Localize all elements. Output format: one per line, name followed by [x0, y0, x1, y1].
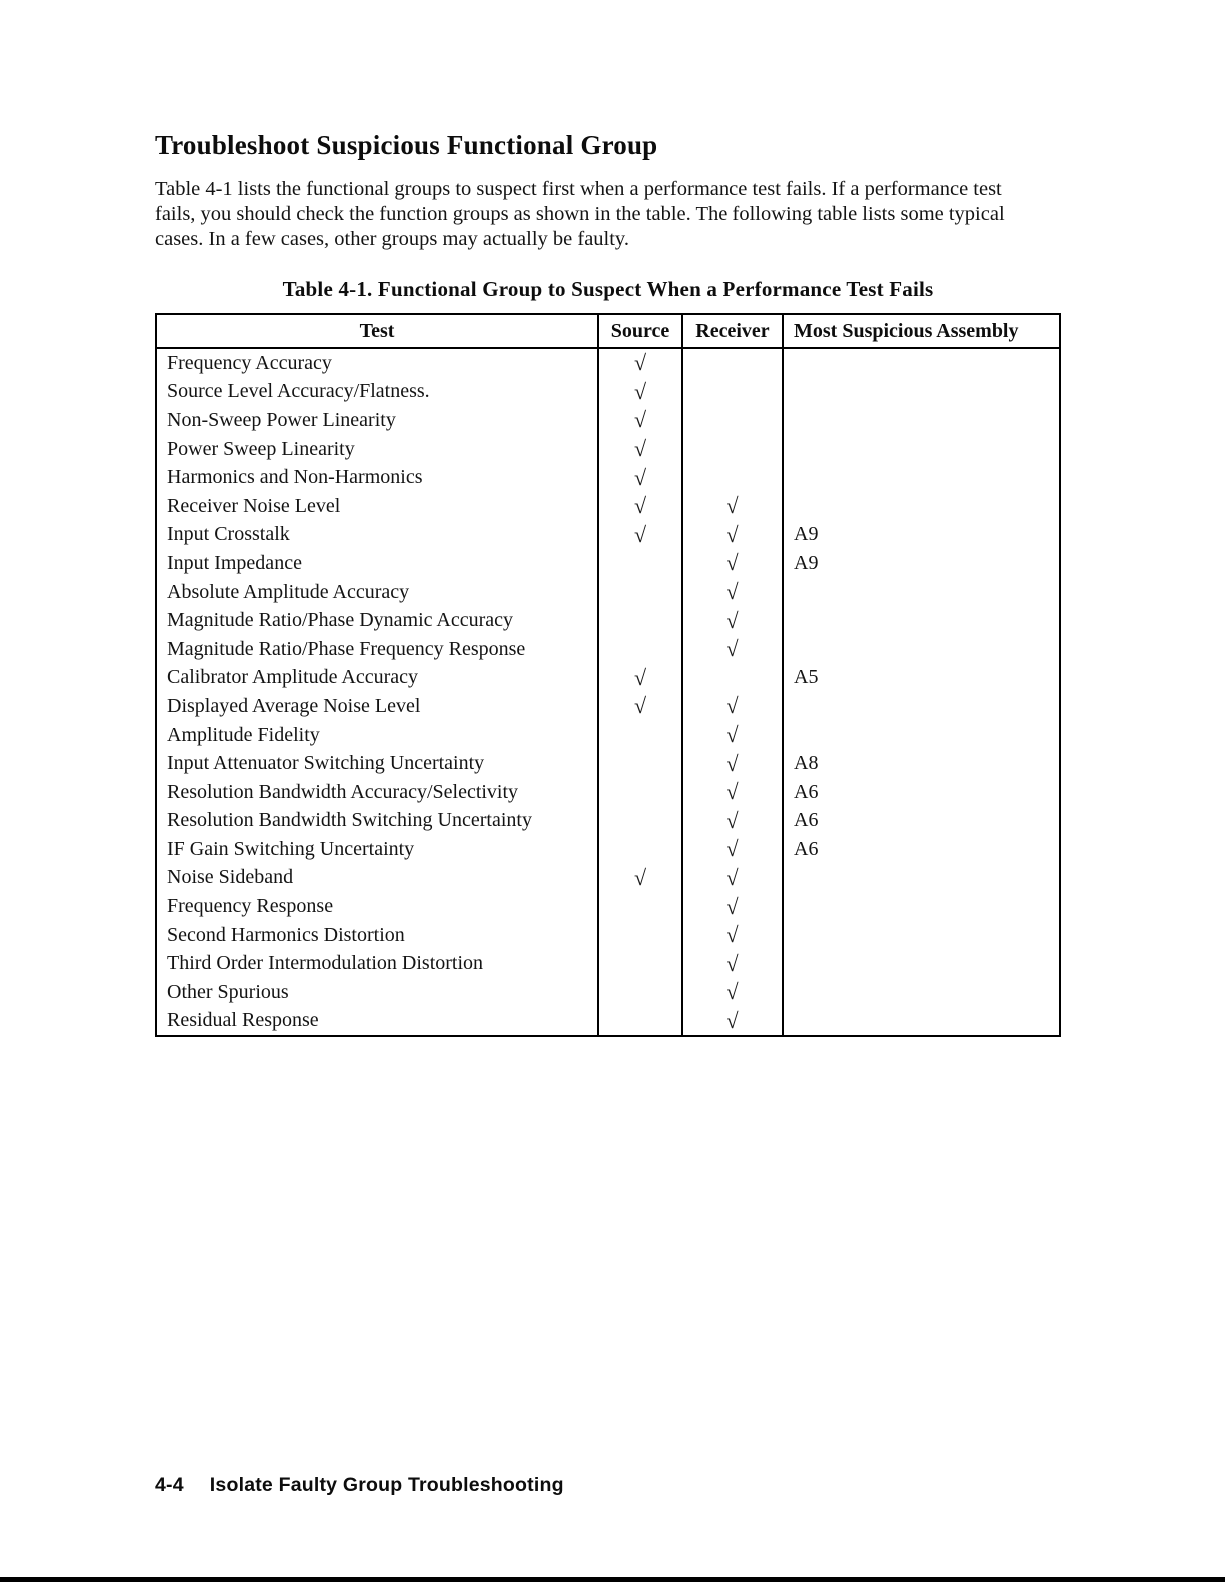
- table-row: [156, 778, 1060, 807]
- table-row: [156, 864, 1060, 893]
- test-cell: Absolute Amplitude Accuracy: [156, 578, 598, 607]
- table-header: [156, 314, 1060, 348]
- test-cell: IF Gain Switching Uncertainty: [156, 835, 598, 864]
- assembly-cell: [783, 378, 1060, 407]
- assembly-cell: [783, 406, 1060, 435]
- source-check-cell: [598, 892, 682, 921]
- intro-paragraph: Table 4-1 lists the functional groups to suspect first when a performance test fails. If a performance test fails, you should check the function groups as shown in the table. The following table lists some typical cases. In a few cases, other groups may actually be faulty.: [155, 178, 1005, 250]
- source-check-cell: √: [598, 692, 682, 721]
- table-row: [156, 435, 1060, 464]
- table-row: [156, 348, 1060, 378]
- col-header-source: Source: [598, 314, 682, 348]
- footer-page-number: 4-4: [155, 1474, 184, 1496]
- test-cell: Residual Response: [156, 1007, 598, 1037]
- assembly-cell: [783, 1007, 1060, 1037]
- test-cell: Magnitude Ratio/Phase Frequency Response: [156, 635, 598, 664]
- receiver-check-cell: √: [682, 606, 783, 635]
- source-check-cell: [598, 578, 682, 607]
- assembly-cell: A9: [783, 521, 1060, 550]
- source-check-cell: [598, 778, 682, 807]
- assembly-cell: [783, 492, 1060, 521]
- page-footer: [155, 1474, 564, 1497]
- receiver-check-cell: [682, 664, 783, 693]
- footer-label: Isolate Faulty Group Troubleshooting: [209, 1474, 564, 1496]
- receiver-check-cell: √: [682, 521, 783, 550]
- table-caption: Table 4-1. Functional Group to Suspect When a Performance Test Fails: [282, 277, 934, 301]
- receiver-check-cell: √: [682, 921, 783, 950]
- test-cell: Harmonics and Non-Harmonics: [156, 463, 598, 492]
- assembly-cell: [783, 463, 1060, 492]
- source-check-cell: [598, 1007, 682, 1037]
- table-row: [156, 692, 1060, 721]
- source-check-cell: √: [598, 463, 682, 492]
- test-cell: Power Sweep Linearity: [156, 435, 598, 464]
- source-check-cell: [598, 949, 682, 978]
- table-row: [156, 921, 1060, 950]
- receiver-check-cell: √: [682, 864, 783, 893]
- receiver-check-cell: [682, 378, 783, 407]
- assembly-cell: [783, 949, 1060, 978]
- source-check-cell: [598, 749, 682, 778]
- assembly-cell: A8: [783, 749, 1060, 778]
- test-cell: Second Harmonics Distortion: [156, 921, 598, 950]
- source-check-cell: √: [598, 435, 682, 464]
- receiver-check-cell: √: [682, 1007, 783, 1037]
- col-header-receiver: Receiver: [682, 314, 783, 348]
- receiver-check-cell: √: [682, 635, 783, 664]
- receiver-check-cell: √: [682, 749, 783, 778]
- table-row: [156, 578, 1060, 607]
- test-cell: Receiver Noise Level: [156, 492, 598, 521]
- assembly-cell: A6: [783, 778, 1060, 807]
- source-check-cell: [598, 835, 682, 864]
- assembly-cell: [783, 921, 1060, 950]
- source-check-cell: √: [598, 521, 682, 550]
- table-row: [156, 807, 1060, 836]
- table-row: [156, 664, 1060, 693]
- source-check-cell: [598, 549, 682, 578]
- assembly-cell: [783, 435, 1060, 464]
- receiver-check-cell: √: [682, 949, 783, 978]
- receiver-check-cell: √: [682, 807, 783, 836]
- table-row: [156, 749, 1060, 778]
- source-check-cell: [598, 721, 682, 750]
- table-row: [156, 492, 1060, 521]
- col-header-most-suspicious-assembly: Most Suspicious Assembly: [783, 314, 1060, 348]
- test-cell: Displayed Average Noise Level: [156, 692, 598, 721]
- table-row: [156, 949, 1060, 978]
- test-cell: Resolution Bandwidth Accuracy/Selectivity: [156, 778, 598, 807]
- source-check-cell: √: [598, 664, 682, 693]
- source-check-cell: √: [598, 348, 682, 378]
- source-check-cell: [598, 978, 682, 1007]
- receiver-check-cell: [682, 463, 783, 492]
- receiver-check-cell: [682, 406, 783, 435]
- source-check-cell: [598, 606, 682, 635]
- test-cell: Input Crosstalk: [156, 521, 598, 550]
- test-cell: Frequency Accuracy: [156, 348, 598, 378]
- test-cell: Magnitude Ratio/Phase Dynamic Accuracy: [156, 606, 598, 635]
- receiver-check-cell: [682, 348, 783, 378]
- table-row: [156, 1007, 1060, 1037]
- assembly-cell: A9: [783, 549, 1060, 578]
- table-row: [156, 606, 1060, 635]
- section-title: Troubleshoot Suspicious Functional Group: [155, 130, 658, 160]
- source-check-cell: [598, 635, 682, 664]
- test-cell: Third Order Intermodulation Distortion: [156, 949, 598, 978]
- assembly-cell: [783, 978, 1060, 1007]
- table-row: [156, 406, 1060, 435]
- assembly-cell: [783, 892, 1060, 921]
- receiver-check-cell: √: [682, 492, 783, 521]
- table-row: [156, 635, 1060, 664]
- receiver-check-cell: [682, 435, 783, 464]
- source-check-cell: [598, 921, 682, 950]
- table-row: [156, 835, 1060, 864]
- assembly-cell: [783, 692, 1060, 721]
- assembly-cell: [783, 721, 1060, 750]
- assembly-cell: A6: [783, 835, 1060, 864]
- table-row: [156, 549, 1060, 578]
- functional-group-table: [155, 313, 1061, 1037]
- table-row: [156, 378, 1060, 407]
- source-check-cell: √: [598, 864, 682, 893]
- receiver-check-cell: √: [682, 835, 783, 864]
- test-cell: Other Spurious: [156, 978, 598, 1007]
- test-cell: Input Attenuator Switching Uncertainty: [156, 749, 598, 778]
- table-row: [156, 521, 1060, 550]
- scan-edge-bar: [0, 1577, 1225, 1582]
- test-cell: Noise Sideband: [156, 864, 598, 893]
- test-cell: Input Impedance: [156, 549, 598, 578]
- test-cell: Calibrator Amplitude Accuracy: [156, 664, 598, 693]
- assembly-cell: [783, 635, 1060, 664]
- table-header-row: [156, 314, 1060, 348]
- table-row: [156, 892, 1060, 921]
- test-cell: Frequency Response: [156, 892, 598, 921]
- test-cell: Amplitude Fidelity: [156, 721, 598, 750]
- table-row: [156, 463, 1060, 492]
- assembly-cell: [783, 864, 1060, 893]
- receiver-check-cell: √: [682, 578, 783, 607]
- assembly-cell: A6: [783, 807, 1060, 836]
- assembly-cell: [783, 578, 1060, 607]
- table-body: [156, 348, 1060, 1036]
- assembly-cell: [783, 348, 1060, 378]
- col-header-test: Test: [156, 314, 598, 348]
- source-check-cell: √: [598, 378, 682, 407]
- receiver-check-cell: √: [682, 978, 783, 1007]
- table-row: [156, 978, 1060, 1007]
- test-cell: Source Level Accuracy/Flatness.: [156, 378, 598, 407]
- assembly-cell: A5: [783, 664, 1060, 693]
- source-check-cell: √: [598, 492, 682, 521]
- source-check-cell: √: [598, 406, 682, 435]
- test-cell: Non-Sweep Power Linearity: [156, 406, 598, 435]
- receiver-check-cell: √: [682, 692, 783, 721]
- table-row: [156, 721, 1060, 750]
- source-check-cell: [598, 807, 682, 836]
- receiver-check-cell: √: [682, 721, 783, 750]
- receiver-check-cell: √: [682, 778, 783, 807]
- page-content: [155, 130, 1061, 1037]
- receiver-check-cell: √: [682, 892, 783, 921]
- test-cell: Resolution Bandwidth Switching Uncertainty: [156, 807, 598, 836]
- assembly-cell: [783, 606, 1060, 635]
- receiver-check-cell: √: [682, 549, 783, 578]
